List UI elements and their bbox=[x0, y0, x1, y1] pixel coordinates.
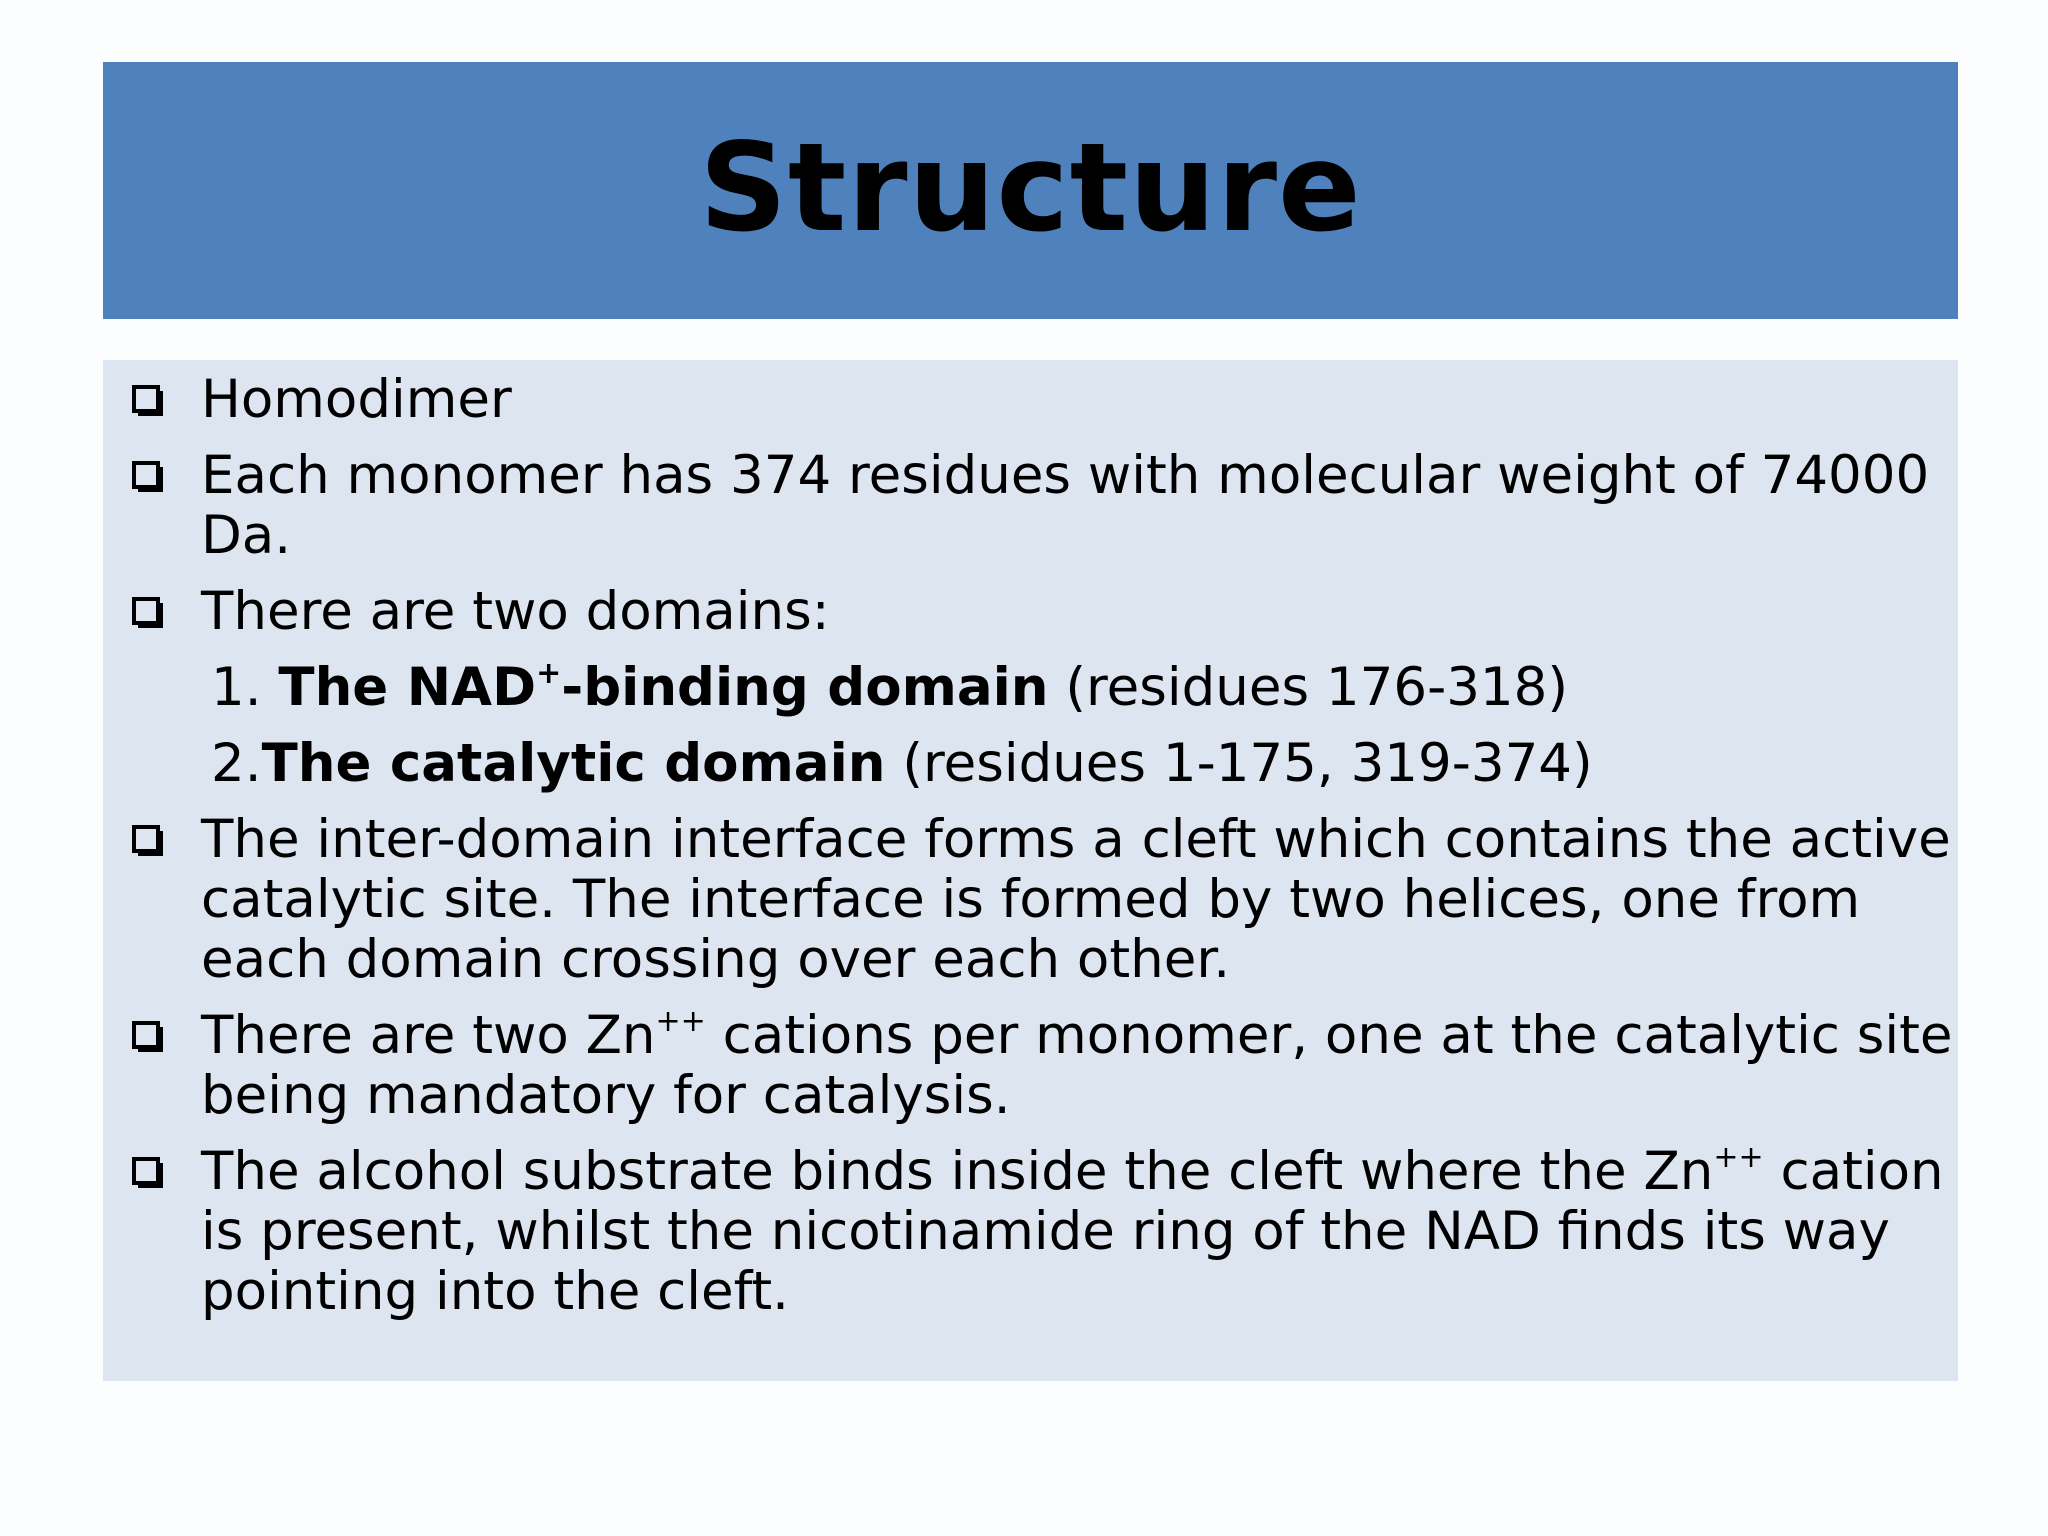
sub-item-rest: (residues 1-175, 319-374) bbox=[885, 733, 1593, 794]
bullet-text: The inter-domain interface forms a cleft which contains the active catalytic site. The interface is formed by two helices, one from each domain crossing over each other. bbox=[201, 809, 1951, 990]
bullet-item bbox=[201, 810, 1961, 990]
bullet-item bbox=[201, 1006, 1961, 1126]
bullet-text: There are two domains: bbox=[201, 581, 830, 642]
bullet-item bbox=[201, 446, 1961, 566]
sub-item-nad-domain bbox=[201, 658, 1961, 718]
bullet-text: The alcohol substrate binds inside the cleft where the Zn bbox=[201, 1141, 1714, 1202]
checkbox-square-icon bbox=[131, 824, 165, 858]
bullet-text: cation is present, whilst the nicotinamide ring of the NAD finds its way pointing into the cleft. bbox=[201, 1141, 1944, 1322]
sub-item-bold: The catalytic domain bbox=[261, 733, 886, 794]
sub-item-catalytic-domain bbox=[201, 734, 1961, 794]
checkbox-square-icon bbox=[131, 1020, 165, 1054]
bullet-text: There are two Zn bbox=[201, 1005, 656, 1066]
sub-item-number: 1. bbox=[211, 657, 279, 718]
bullet-item bbox=[201, 370, 1961, 430]
bullet-text: cations per monomer, one at the catalytic site being mandatory for catalysis. bbox=[201, 1005, 1953, 1126]
superscript: + bbox=[536, 656, 562, 691]
bullet-item bbox=[201, 1142, 1961, 1322]
slide-title: Structure bbox=[699, 116, 1362, 259]
checkbox-square-icon bbox=[131, 596, 165, 630]
bullet-text: Homodimer bbox=[201, 369, 512, 430]
checkbox-square-icon bbox=[131, 1156, 165, 1190]
checkbox-square-icon bbox=[131, 460, 165, 494]
sub-item-bold: -binding domain bbox=[561, 657, 1049, 718]
bullet-text: Each monomer has 374 residues with molecular weight of 74000 Da. bbox=[201, 445, 1930, 566]
title-bar bbox=[103, 62, 1958, 319]
bullet-item bbox=[201, 582, 1961, 642]
superscript: ++ bbox=[1713, 1140, 1764, 1175]
superscript: ++ bbox=[655, 1004, 706, 1039]
sub-item-bold: The NAD bbox=[278, 657, 537, 718]
checkbox-square-icon bbox=[131, 384, 165, 418]
content-box bbox=[103, 360, 1958, 1381]
sub-item-rest: (residues 176-318) bbox=[1048, 657, 1569, 718]
sub-item-number: 2. bbox=[211, 733, 262, 794]
